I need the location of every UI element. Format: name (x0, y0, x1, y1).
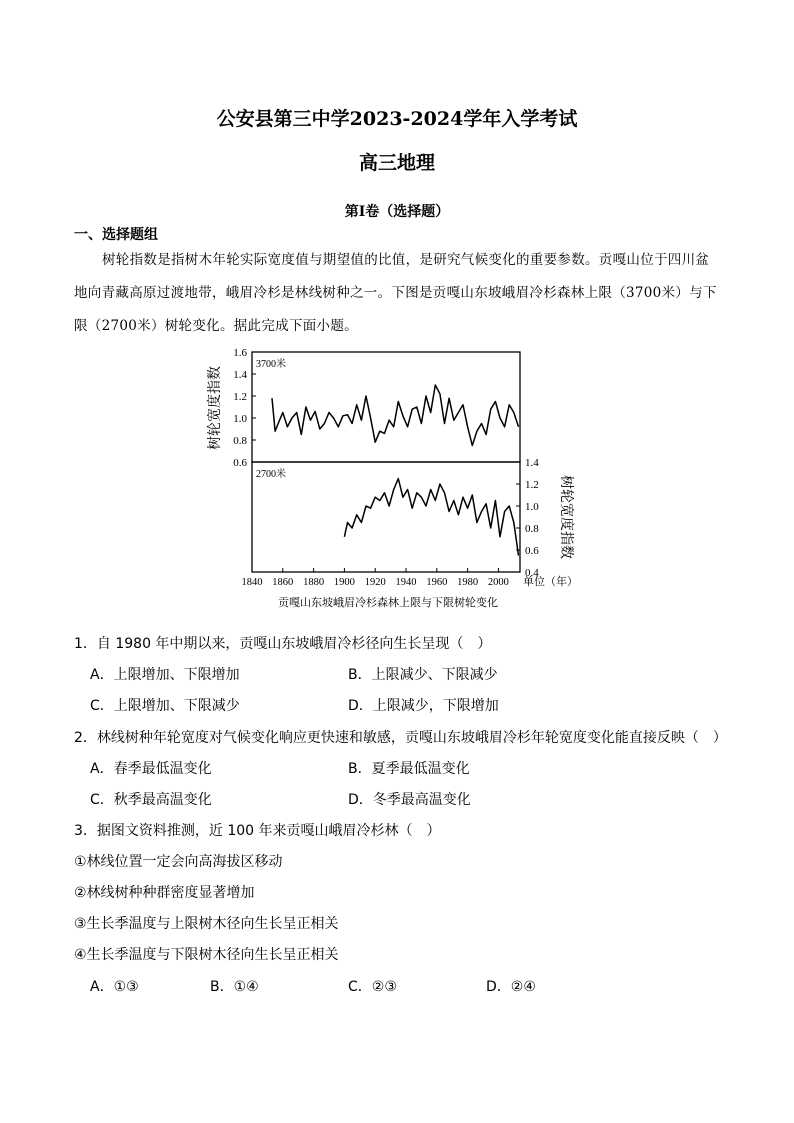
question-3-item-1: ①林线位置一定会向高海拔区移动 (74, 854, 283, 870)
x-axis-unit-label: 单位（年） (523, 576, 578, 588)
question-3-item-4: ④生长季温度与下限树木径向生长呈正相关 (74, 947, 339, 963)
volume-heading: 第I卷（选择题） (344, 204, 450, 220)
question-2-stem: 2．林线树种年轮宽度对气候变化响应更快速和敏感，贡嘎山东坡峨眉冷杉年轮宽度变化能直接反映（ ） (74, 730, 727, 746)
x-tick-label: 1980 (457, 577, 479, 588)
lower-y-tick-label: 1.0 (525, 501, 539, 513)
question-1-stem: 1．自 1980 年中期以来，贡嘎山东坡峨眉冷杉径向生长呈现（ ） (74, 636, 492, 652)
upper-panel-frame (252, 352, 520, 462)
lower-y-tick-label: 1.2 (525, 479, 539, 491)
subject-title: 高三地理 (358, 152, 435, 174)
lower-y-tick-label: 0.6 (525, 545, 539, 557)
lower-y-tick-label: 0.8 (525, 523, 539, 535)
upper-y-axis-label: 树轮宽度指数 (208, 366, 223, 450)
upper-y-tick-label: 0.6 (233, 457, 247, 469)
question-1-option-c[interactable]: C．上限增加、下限减少 (90, 698, 240, 714)
question-1-option-d[interactable]: D．上限减少，下限增加 (348, 698, 499, 714)
upper-y-tick-label: 1.0 (233, 413, 247, 425)
question-3-item-3: ③生长季温度与上限树木径向生长呈正相关 (74, 916, 339, 932)
question-1-option-b[interactable]: B．上限减少、下限减少 (348, 667, 498, 683)
question-3-option-b[interactable]: B．①④ (210, 979, 259, 995)
exam-title: 公安县第三中学2023-2024学年入学考试 (216, 108, 578, 130)
intro-paragraph: 树轮指数是指树木年轮实际宽度值与期望值的比值，是研究气候变化的重要参数。贡嘎山位于四川盆地向青藏高原过渡地带，峨眉冷杉是林线树种之一。下图是贡嘎山东坡峨眉冷杉森林上限（3700米）与下限（2700米）树轮变化。据此完成下面小题。 (74, 252, 717, 334)
lower-series-line (344, 479, 518, 556)
question-1-option-a[interactable]: A．上限增加、下限增加 (90, 667, 240, 683)
section-heading: 一、选择题组 (74, 227, 158, 243)
question-3-item-2: ②林线树种种群密度显著增加 (74, 885, 255, 901)
question-3-option-a[interactable]: A．①③ (90, 979, 139, 995)
upper-y-tick-label: 1.4 (233, 369, 247, 381)
question-3-option-c[interactable]: C．②③ (348, 979, 397, 995)
question-3-option-d[interactable]: D．②④ (486, 979, 536, 995)
upper-panel-label: 3700米 (256, 359, 286, 370)
question-3-stem: 3．据图文资料推测，近 100 年来贡嘎山峨眉冷杉林（ ） (74, 823, 441, 839)
x-tick-label: 1960 (426, 577, 448, 588)
question-2-option-a[interactable]: A．春季最低温变化 (90, 761, 212, 777)
x-tick-label: 1860 (272, 577, 294, 588)
lower-y-tick-label: 1.4 (525, 457, 539, 469)
chart-caption: 贡嘎山东坡峨眉冷杉森林上限与下限树轮变化 (278, 597, 498, 609)
x-tick-label: 1920 (364, 577, 386, 588)
lower-y-tick-label: 0.4 (525, 567, 539, 579)
upper-y-tick-label: 0.8 (233, 435, 247, 447)
upper-y-tick-label: 1.2 (233, 391, 247, 403)
upper-y-tick-label: 1.6 (233, 347, 247, 359)
lower-y-axis-label: 树轮宽度指数 (558, 475, 573, 559)
question-2-option-c[interactable]: C．秋季最高温变化 (90, 792, 212, 808)
lower-panel-label: 2700米 (256, 469, 286, 480)
x-tick-label: 1940 (395, 577, 417, 588)
tree-ring-chart (200, 344, 590, 619)
x-tick-label: 1880 (303, 577, 325, 588)
x-tick-label: 1840 (241, 577, 263, 588)
x-tick-label: 1900 (333, 577, 355, 588)
x-tick-label: 2000 (487, 577, 509, 588)
question-2-option-b[interactable]: B．夏季最低温变化 (348, 761, 470, 777)
upper-series-line (272, 385, 519, 446)
question-2-option-d[interactable]: D．冬季最高温变化 (348, 792, 471, 808)
